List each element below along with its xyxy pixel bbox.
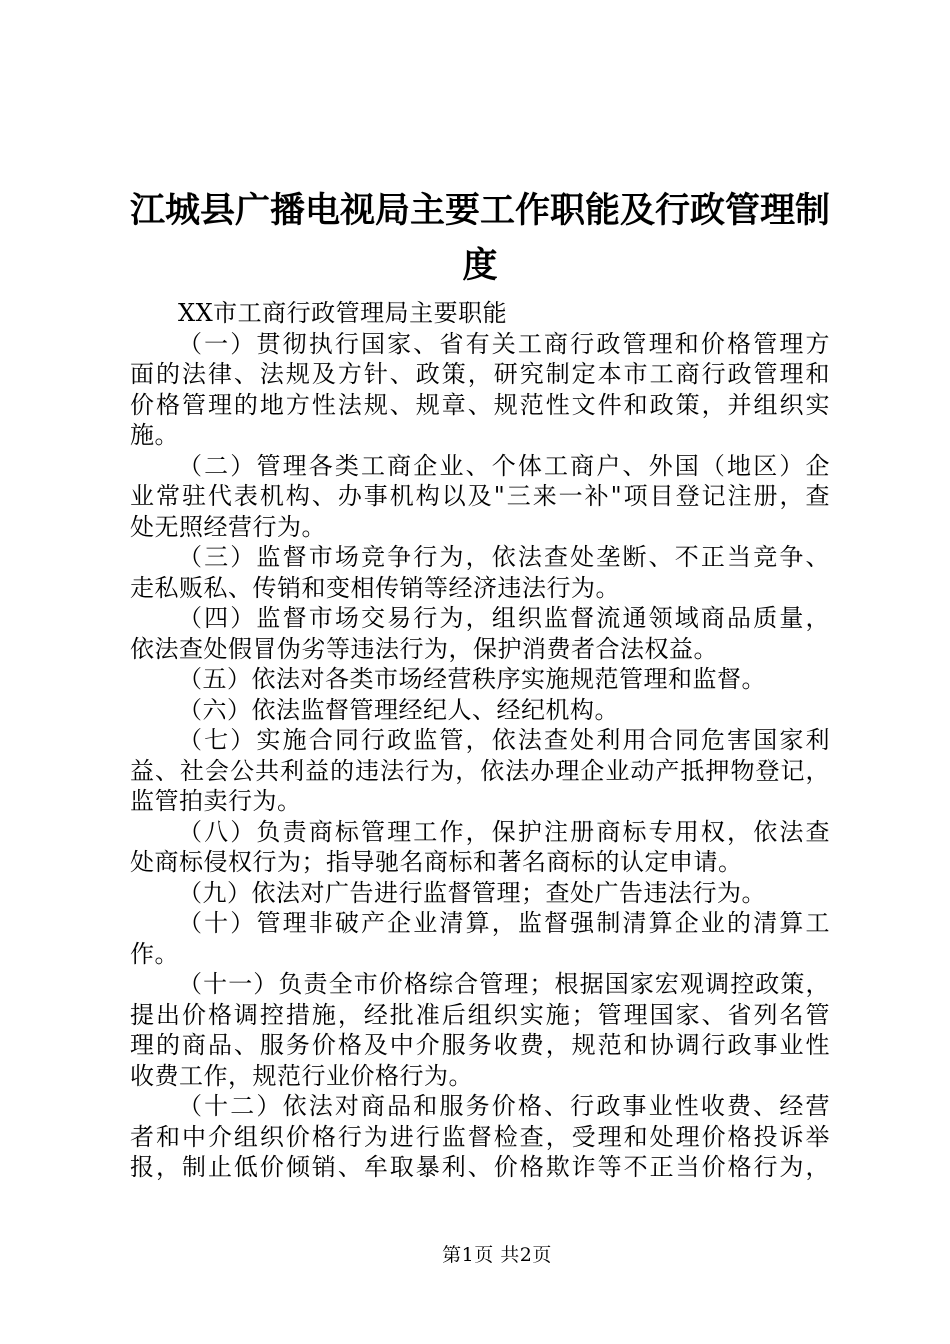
paragraph-line: （四）监督市场交易行为，组织监督流通领域商品质量， bbox=[178, 604, 830, 632]
paragraph-8 bbox=[130, 817, 830, 878]
paragraph-line: 监管拍卖行为。 bbox=[130, 787, 302, 815]
paragraph-10 bbox=[130, 908, 830, 969]
paragraph-line: （二）管理各类工商企业、个体工商户、外国（地区）企 bbox=[178, 451, 830, 480]
paragraph-line: 处无照经营行为。 bbox=[130, 512, 326, 541]
paragraph-12 bbox=[130, 1091, 830, 1183]
paragraph-line: 作。 bbox=[130, 939, 179, 968]
paragraph-2 bbox=[130, 451, 830, 543]
paragraph-line: 报，制止低价倾销、牟取暴利、价格欺诈等不正当价格行为， bbox=[130, 1153, 830, 1181]
paragraph-line: （十二）依法对商品和服务价格、行政事业性收费、经营 bbox=[178, 1092, 830, 1120]
paragraph-1 bbox=[130, 329, 830, 451]
section-heading: XX市工商行政管理局主要职能 bbox=[178, 299, 508, 327]
paragraph-line: （八）负责商标管理工作，保护注册商标专用权，依法查 bbox=[178, 817, 830, 846]
paragraph-line: （七）实施合同行政监管，依法查处利用合同危害国家利 bbox=[178, 726, 830, 754]
paragraph-line: 依法查处假冒伪劣等违法行为，保护消费者合法权益。 bbox=[130, 634, 718, 663]
paragraph-11 bbox=[130, 969, 830, 1091]
paragraph-line: （五）依法对各类市场经营秩序实施规范管理和监督。 bbox=[178, 665, 766, 693]
paragraph-line: （一）贯彻执行国家、省有关工商行政管理和价格管理方 bbox=[178, 329, 830, 358]
paragraph-line: 价格管理的地方性法规、规章、规范性文件和政策，并组织实 bbox=[130, 390, 830, 419]
document-body bbox=[130, 298, 830, 1183]
paragraph-line: 施。 bbox=[130, 421, 179, 449]
paragraph-line: 业常驻代表机构、办事机构以及"三来一补"项目登记注册，查 bbox=[130, 482, 830, 510]
paragraph-line: （十）管理非破产企业清算，监督强制清算企业的清算工 bbox=[178, 909, 830, 937]
paragraph-line: （六）依法监督管理经纪人、经纪机构。 bbox=[178, 695, 619, 724]
paragraph-line: 提出价格调控措施，经批准后组织实施；管理国家、省列名管 bbox=[130, 1000, 830, 1029]
page-number: 第1页 共2页 bbox=[442, 1244, 552, 1266]
paragraph-line: （十一）负责全市价格综合管理；根据国家宏观调控政策， bbox=[178, 970, 830, 998]
section-heading-paragraph bbox=[130, 298, 830, 329]
paragraph-line: 面的法律、法规及方针、政策，研究制定本市工商行政管理和 bbox=[130, 360, 830, 388]
paragraph-line: 者和中介组织价格行为进行监督检查，受理和处理价格投诉举 bbox=[130, 1122, 830, 1151]
paragraph-line: 益、社会公共利益的违法行为，依法办理企业动产抵押物登记， bbox=[130, 756, 830, 785]
paragraph-9 bbox=[130, 878, 830, 909]
paragraph-7 bbox=[130, 725, 830, 817]
paragraph-6 bbox=[130, 695, 830, 726]
paragraph-line: 理的商品、服务价格及中介服务收费，规范和协调行政事业性 bbox=[130, 1031, 830, 1059]
paragraph-line: 收费工作，规范行业价格行为。 bbox=[130, 1061, 473, 1090]
paragraph-4 bbox=[130, 603, 830, 664]
paragraph-line: （三）监督市场竞争行为，依法查处垄断、不正当竞争、 bbox=[178, 543, 830, 571]
paragraph-3 bbox=[130, 542, 830, 603]
paragraph-5 bbox=[130, 664, 830, 695]
paragraph-line: 走私贩私、传销和变相传销等经济违法行为。 bbox=[130, 573, 620, 602]
paragraph-line: 处商标侵权行为；指导驰名商标和著名商标的认定申请。 bbox=[130, 848, 743, 876]
document-title: 江城县广播电视局主要工作职能及行政管理制度 bbox=[129, 190, 830, 286]
paragraph-line: （九）依法对广告进行监督管理；查处广告违法行为。 bbox=[178, 878, 766, 907]
